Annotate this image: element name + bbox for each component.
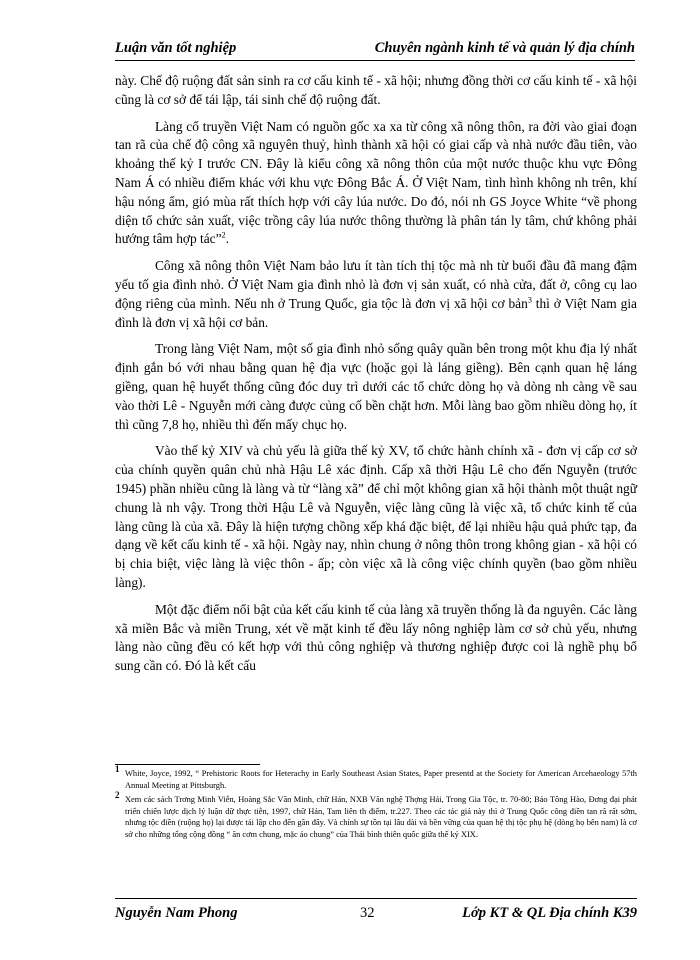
paragraph-1: này. Chế độ ruộng đất sản sinh ra cơ cấu kinh tế - xã hội; nhưng đồng thời cơ cấu kinh tế - xã hội cũng là cơ sở để tái lập, tái sinh chế độ ruộng đất. (115, 73, 637, 107)
paragraph-6: Một đặc điểm nổi bật của kết cấu kinh tế của làng xã truyền thống là đa nguyên. Các làng xã miền Bắc và miền Trung, xét về mặt kinh tế đều lấy nông nghiệp làm cơ sở chủ yếu, nhưng làng nào cũng đều có kết hợp với thủ công nghiệp và thương nghiệp được coi là nghề phụ bổ sung cần có. Đó là kết cấu (115, 601, 637, 674)
paragraph-3 (115, 257, 637, 332)
footnotes (115, 764, 637, 844)
paragraph-2 (115, 118, 637, 250)
paragraph-3-text-a: Công xã nông thôn Việt Nam bảo lưu ít tàn tích thị tộc mà nh từ buổi đầu đã mang đậm yếu tố gia đình nhỏ. Ở Việt Nam gia đình nhỏ là đơn vị sản xuất, có nhà cửa, đất ở, công cụ lao động riêng của mình. Nếu nh ở Trung Quốc, gia tộc là đơn vị xã hội cơ bản (115, 258, 637, 311)
running-footer (115, 898, 637, 921)
footnote-number: 1 (115, 764, 120, 774)
footnote-1 (115, 764, 637, 791)
header-thesis-label: Luận văn tốt nghiệp (115, 40, 237, 56)
paragraph-2-end: . (225, 231, 229, 247)
footnote-text: White, Joyce, 1992, “ Prehistoric Roots for Heterachy in Early Southeast Asian States, Paper presentd at the Society for American Arcehaeology 57th Annual Meeting at Pittsburgh. (125, 769, 637, 790)
footer-author: Nguyễn Nam Phong (115, 905, 238, 921)
running-header (115, 40, 635, 61)
footnote-text: Xem các sách Trơng Minh Viễn, Hoàng Sắc Văn Minh, chữ Hán, NXB Văn nghệ Thợng Hải, Trong Gia Tộc, tr. 70-80; Bảo Tông Hào, Đơng đại phát triển chiến lược dịch lý luận dữ thực tiễn, 1997, chữ Hán, Tam liên th điếm, tr.227. Theo các tác giả này thì ở Trung Quốc công điền tan rã rất sớm, nhưng tộc điền (ruộng họ) lại được tái lập cho đến gần đây. Và chính sự tồn tại lâu dài và bền vững của quan hệ thị tộc phụ hệ (dòng họ bên nam) là cơ sở cho những tổng cộng đồng “ ăn cơm chung, mặc áo chung” của Thái bình thiên quốc giữa thế kỷ XIX. (125, 795, 637, 839)
footnote-2 (115, 790, 637, 840)
header-major-label: Chuyên ngành kinh tế và quản lý địa chính (374, 40, 635, 56)
footnote-ref-2: 2 (221, 230, 226, 240)
footnote-ref-3: 3 (527, 295, 532, 305)
page-number: 32 (360, 905, 375, 921)
paragraph-2-text: Làng cổ truyền Việt Nam có nguồn gốc xa xa từ công xã nông thôn, ra đời vào giai đoạn tan rã của chế độ công xã nguyên thuỷ, hình thành xã hội có giai cấp và nhà nước đầu tiên, vào khoảng thế kỷ I trước CN. Đây là kiểu công xã nông thôn của một nước thuộc khu vực Đông Nam Á có nhiều điểm khác với khu vực Đông Bắc Á. Ở Việt Nam, tình hình không nh trên, khí hậu nóng ẩm, gió mùa rất thích hợp với cây lúa nước. Do đó, nói nh GS Joyce White “về phong diện tổ chức sản xuất, việc trồng cây lúa nước thông thường là phân tán ly tâm, chứ không phải hướng tâm hợp tác” (115, 118, 637, 247)
paragraph-4: Trong làng Việt Nam, một số gia đình nhỏ sống quây quần bên trong một khu địa lý nhất định gắn bó với nhau bằng quan hệ địa vực (hoặc gọi là láng giềng). Bên cạnh quan hệ láng giềng, quan hệ huyết thống cũng đóc duy trì dưới các tổ chức dòng họ và dòng nh càng về sau vào thời Lê - Nguyễn mới càng được củng cố bền chặt hơn. Mỗi làng bao gồm nhiều dòng họ, ít thì cũng 7,8 họ, nhiều thì đến mấy chục họ. (115, 341, 637, 432)
paragraph-5: Vào thế kỷ XIV và chủ yếu là giữa thế kỷ XV, tổ chức hành chính xã - đơn vị cấp cơ sở của chính quyền quân chủ nhà Hậu Lê xác định. Cấp xã thời Hậu Lê cho đến Nguyễn (trước 1945) phần nhiều cũng là làng và từ “làng xã” để chỉ một không gian xã hội thành một thuật ngữ chung là nh vậy. Trong thời Hậu Lê và Nguyễn, việc làng cũng là việc xã, tổ chức kinh tế của làng cũng là của xã. Đây là hiện tượng chồng xếp khá đặc biệt, để lại nhiều hậu quả phức tạp, đa dạng về kết cấu kinh tế - xã hội. Ngày nay, nhìn chung ở nông thôn trong không gian - xã hội có bị chia biệt, việc làng là việc thôn - ấp; còn việc xã là công việc chính quyền (bao gồm nhiều làng). (115, 443, 637, 590)
footnote-number: 2 (115, 790, 120, 801)
body-text (115, 72, 637, 684)
footnote-separator (115, 764, 260, 765)
paragraph-3-text-b: thì ở Việt Nam gia đình là đơn vị xã hội cơ bản. (115, 295, 637, 330)
footer-class: Lớp KT & QL Địa chính K39 (462, 905, 637, 921)
